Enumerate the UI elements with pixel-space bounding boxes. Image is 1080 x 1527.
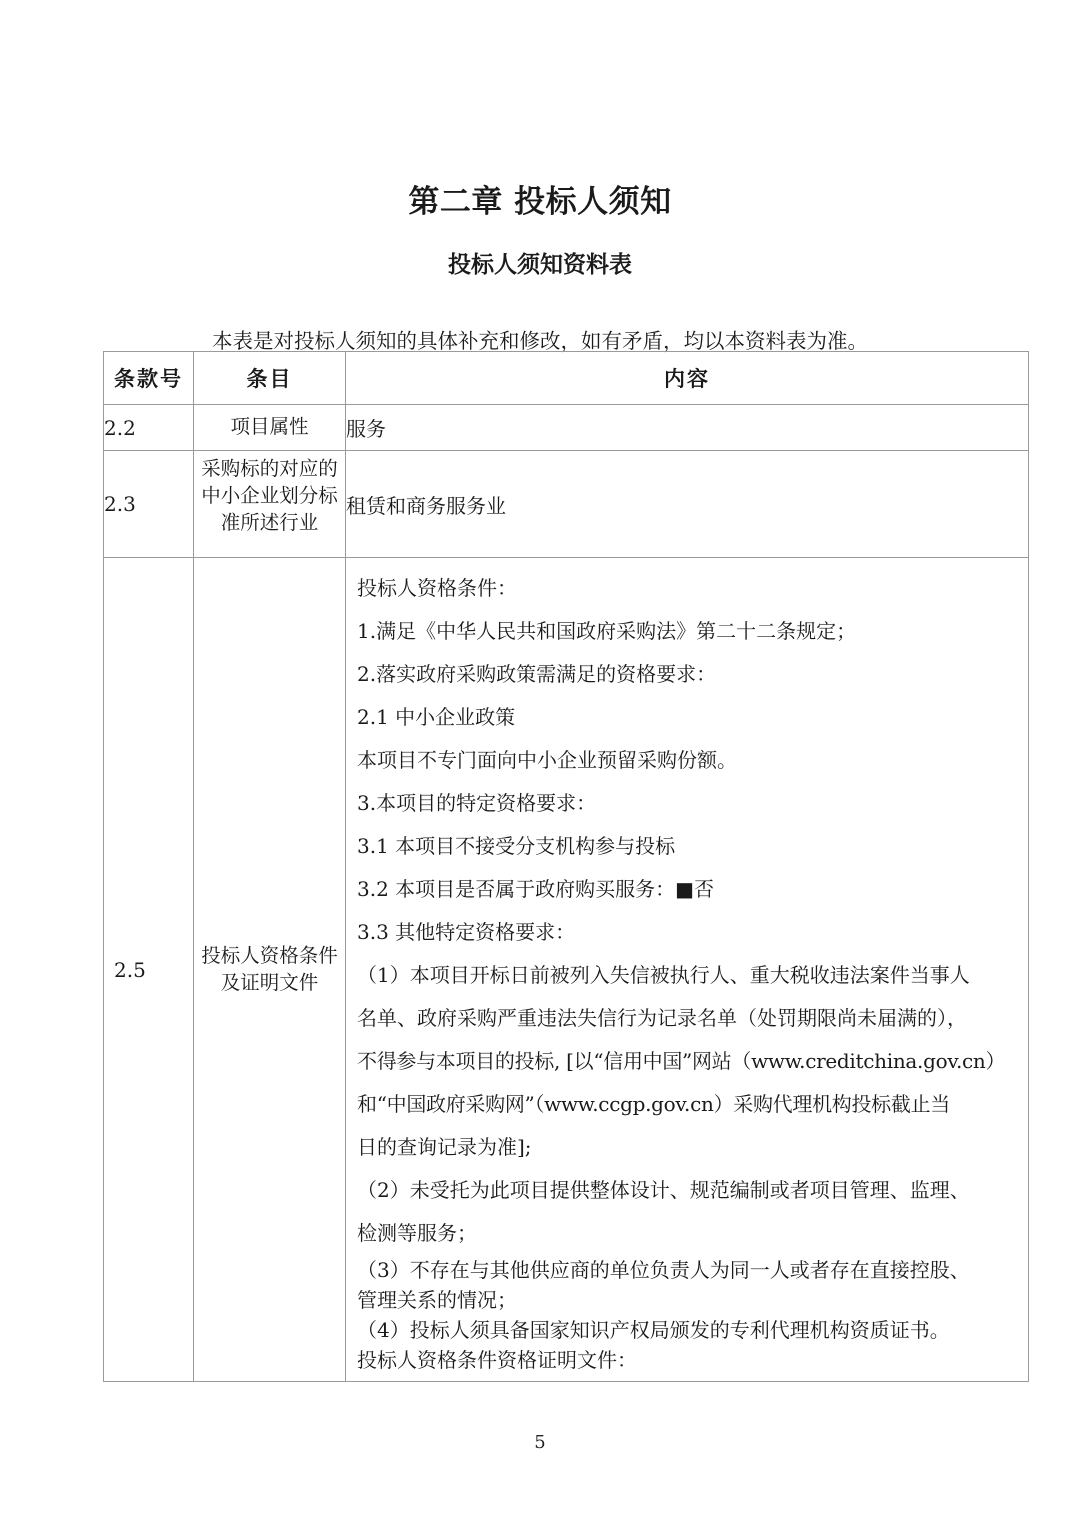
column-header-clause-no: 条款号 — [104, 352, 194, 405]
cell-item: 投标人资格条件及证明文件 — [194, 558, 346, 1382]
column-header-content: 内容 — [346, 352, 1029, 405]
content-line: （2）未受托为此项目提供整体设计、规范编制或者项目管理、监理、 — [357, 1178, 970, 1202]
qualification-requirements-block — [357, 558, 1019, 1381]
table-row — [104, 451, 1029, 558]
bidder-instructions-table — [103, 351, 1029, 1382]
content-line: 名单、政府采购严重违法失信行为记录名单（处罚期限尚未届满的）， — [357, 1006, 967, 1030]
content-line: （1）本项目开标日前被列入失信被执行人、重大税收违法案件当事人 — [357, 963, 970, 987]
content-line: 投标人资格条件资格证明文件： — [357, 1348, 637, 1372]
intro-paragraph: 本表是对投标人须知的具体补充和修改，如有矛盾，均以本资料表为准。 — [212, 328, 868, 353]
content-line: 1.满足《中华人民共和国政府采购法》第二十二条规定； — [357, 619, 857, 643]
table-row — [104, 405, 1029, 451]
content-line: 本项目不专门面向中小企业预留采购份额。 — [357, 748, 737, 772]
content-line-creditchina-url: 不得参与本项目的投标, [以“信用中国”网站（www.creditchina.gov.cn） — [357, 1049, 1006, 1073]
content-line: 投标人资格条件： — [357, 576, 517, 600]
content-line-ccgp-url: 和“中国政府采购网”（www.ccgp.gov.cn）采购代理机构投标截止当 — [357, 1092, 950, 1116]
content-line-government-service: 3.2 本项目是否属于政府购买服务：■否 — [357, 877, 715, 901]
cell-clause-no: 2.3 — [104, 451, 194, 558]
cell-item: 采购标的对应的中小企业划分标准所述行业 — [194, 451, 346, 558]
cell-clause-no: 2.2 — [104, 405, 194, 451]
cell-clause-no: 2.5 — [104, 558, 194, 1382]
content-line: 3.1 本项目不接受分支机构参与投标 — [357, 834, 676, 858]
content-line: 3.本项目的特定资格要求： — [357, 791, 597, 815]
cell-item: 项目属性 — [194, 405, 346, 451]
content-line: 日的查询记录为准]; — [357, 1135, 532, 1159]
content-line: 管理关系的情况； — [357, 1288, 517, 1312]
table-header-row — [104, 352, 1029, 405]
content-line: 3.3 其他特定资格要求： — [357, 920, 576, 944]
content-line: 2.1 中小企业政策 — [357, 705, 516, 729]
cell-content: 服务 — [346, 405, 1029, 451]
content-line: 检测等服务； — [357, 1221, 477, 1245]
content-line: （3）不存在与其他供应商的单位负责人为同一人或者存在直接控股、 — [357, 1258, 970, 1282]
table-row — [104, 558, 1029, 1382]
cell-content — [346, 558, 1029, 1382]
content-line: （4）投标人须具备国家知识产权局颁发的专利代理机构资质证书。 — [357, 1318, 950, 1342]
page-title: 第二章 投标人须知 — [408, 183, 672, 220]
column-header-item: 条目 — [194, 352, 346, 405]
page-subtitle: 投标人须知资料表 — [448, 251, 632, 279]
cell-content: 租赁和商务服务业 — [346, 451, 1029, 558]
content-line: 2.落实政府采购政策需满足的资格要求： — [357, 662, 717, 686]
page-number: 5 — [534, 1432, 546, 1453]
